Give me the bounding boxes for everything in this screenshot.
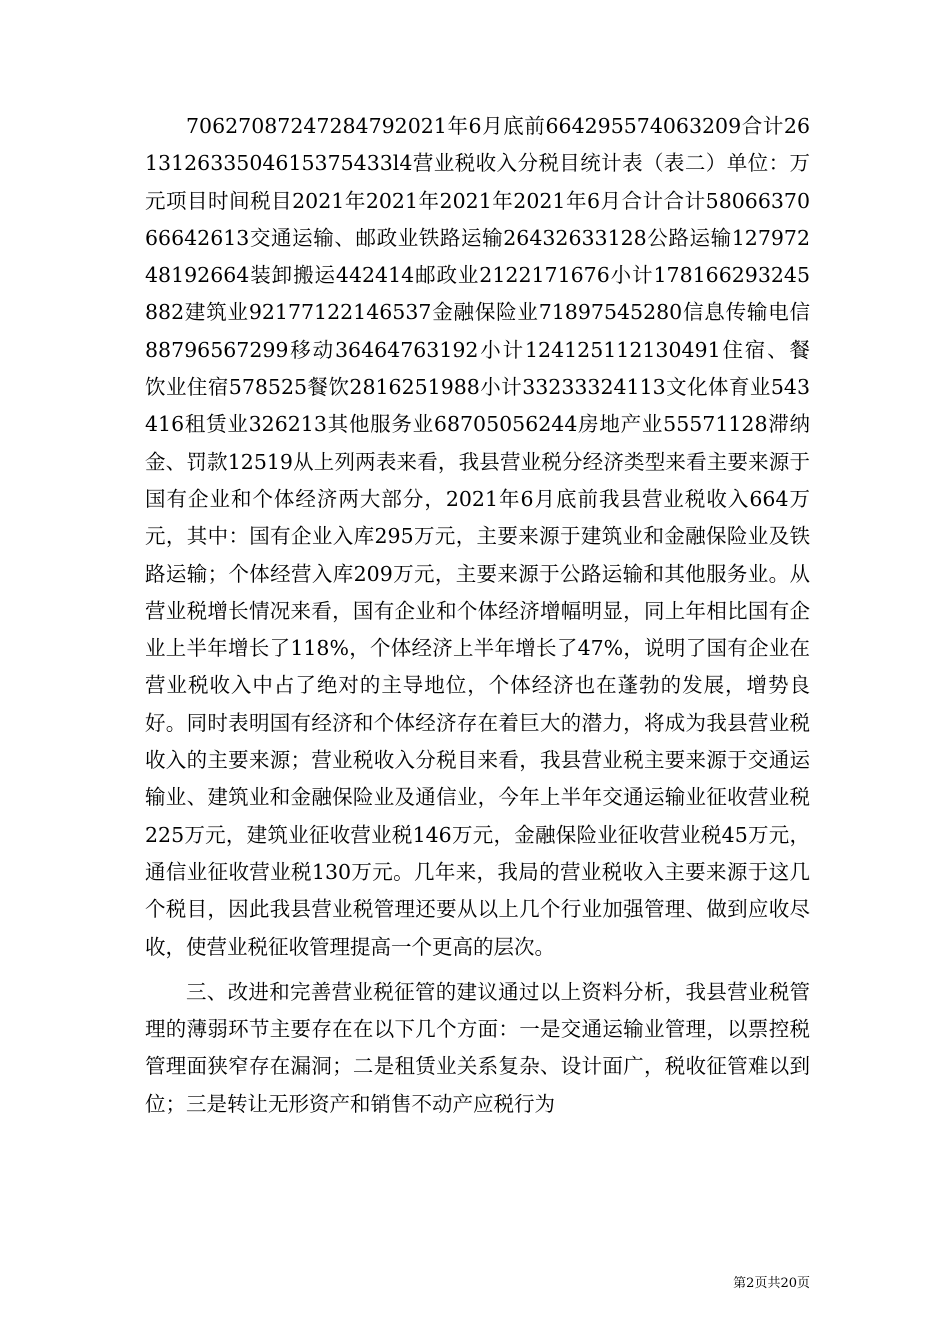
- body-paragraph-2: 三、改进和完善营业税征管的建议通过以上资料分析，我县营业税管理的薄弱环节主要存在在以下几个方面：一是交通运输业管理，以票控税管理面狭窄存在漏洞；二是租赁业关系复杂、设计面广，税收征管难以到位；三是转让无形资产和销售不动产应税行为: [145, 979, 810, 1116]
- page-number-footer: 第2页共20页: [733, 1276, 810, 1291]
- document-body: [145, 108, 810, 1123]
- body-paragraph-1: 70627087247284792021年6月底前664295574063209合计261312633504615375433l4营业税收入分税目统计表（表二）单位：万元项目时间税目2021年2021年2021年2021年6月合计合计5806637066642613交通运输、邮政业铁路运输26432633128公路运输12797248192664装卸搬运442414邮政业2122171676小计178166293245882建筑业92177122146537金融保险业71897545280信息传输电信88796567299移动36464763192小计124125112130491住宿、餐饮业住宿578525餐饮2816251988小计33233324113文化体育业543416租赁业326213其他服务业68705056244房地产业55571128滞纳金、罚款12519从上列两表来看，我县营业税分经济类型来看主要来源于国有企业和个体经济两大部分，2021年6月底前我县营业税收入664万元，其中：国有企业入库295万元，主要来源于建筑业和金融保险业及铁路运输；个体经营入库209万元，主要来源于公路运输和其他服务业。从营业税增长情况来看，国有企业和个体经济增幅明显，同上年相比国有企业上半年增长了118%，个体经济上半年增长了47%，说明了国有企业在营业税收入中占了绝对的主导地位，个体经济也在蓬勃的发展，增势良好。同时表明国有经济和个体经济存在着巨大的潜力，将成为我县营业税收入的主要来源；营业税收入分税目来看，我县营业税主要来源于交通运输业、建筑业和金融保险业及通信业，今年上半年交通运输业征收营业税225万元，建筑业征收营业税146万元，金融保险业征收营业税45万元，通信业征收营业税130万元。几年来，我局的营业税收入主要来源于这几个税目，因此我县营业税管理还要从以上几个行业加强管理、做到应收尽收，使营业税征收管理提高一个更高的层次。: [145, 114, 810, 959]
